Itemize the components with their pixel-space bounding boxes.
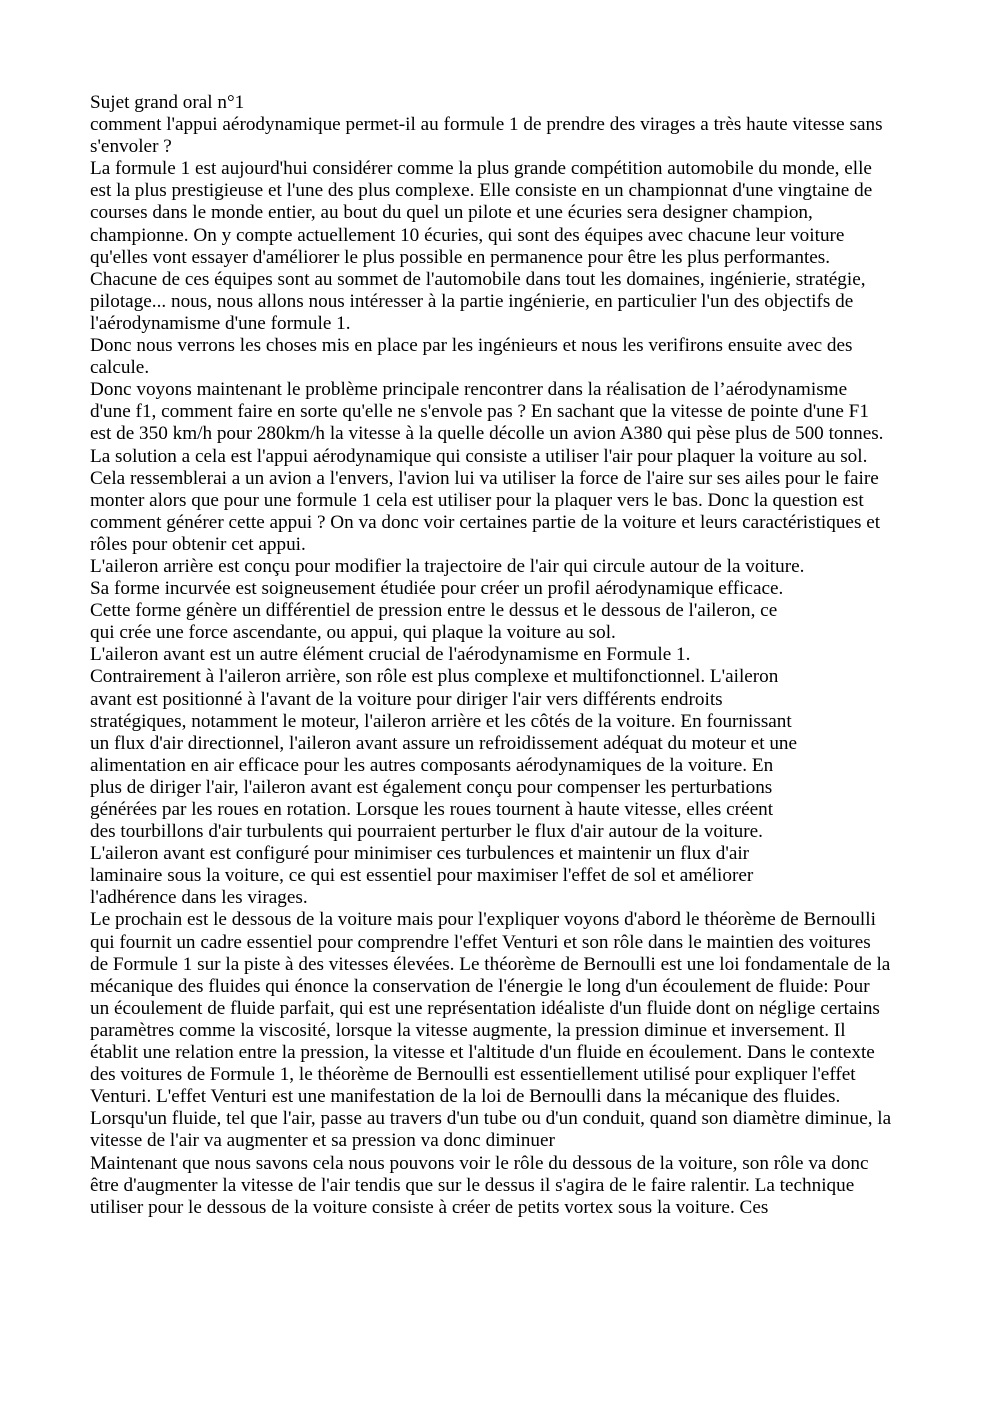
document-paragraph-question: comment l'appui aérodynamique permet-il au formule 1 de prendre des virages a très haute vitesse sans s'envoler ?	[90, 114, 888, 158]
document-paragraph-aileron-avant-11: laminaire sous la voiture, ce qui est essentiel pour maximiser l'effet de sol et améliorer	[90, 865, 754, 887]
document-paragraph-aileron-arriere-4: qui crée une force ascendante, ou appui, qui plaque la voiture au sol.	[90, 622, 616, 644]
document-text-body	[90, 92, 896, 1219]
document-paragraph-dessous-voiture: Maintenant que nous savons cela nous pouvons voir le rôle du dessous de la voiture, son rôle va donc être d'augmenter la vitesse de l'air tendis que sur le dessus il s'agira de le faire ralentir. La technique utiliser pour le dessous de la voiture consiste à créer de petits vortex sous la voiture. Ces	[90, 1152, 874, 1218]
document-paragraph-heading: Sujet grand oral n°1	[90, 92, 245, 113]
document-paragraph-aileron-avant-3: avant est positionné à l'avant de la voiture pour diriger l'air vers différents endroits	[90, 688, 723, 710]
document-paragraph-intro-f1: La formule 1 est aujourd'hui considérer comme la plus grande compétition automobile du monde, elle est la plus prestigieuse et l'une des plus complexe. Elle consiste en un championnat d'une vingtaine de courses dans le monde entier, au bout du quel un pilote et une écuries sera designer champion, championne. On y compte actuellement 10 écuries, qui sont des équipes avec chacune leur voiture qu'elles vont essayer d'améliorer le plus possible en permanence pour être les plus performantes. Chacune de ces équipes sont au sommet de l'automobile dans tout les domaines, ingénierie, stratégie, pilotage... nous, nous allons nous intéresser à la partie ingénierie, en particulier l'un des objectifs de l'aérodynamisme d'une formule 1.	[90, 158, 878, 334]
document-paragraph-aileron-arriere-2: Sa forme incurvée est soigneusement étudiée pour créer un profil aérodynamique efficace.	[90, 578, 784, 600]
document-paragraph-aileron-avant-12: l'adhérence dans les virages.	[90, 887, 308, 909]
document-paragraph-aileron-avant-5: un flux d'air directionnel, l'aileron avant assure un refroidissement adéquat du moteur et une	[90, 732, 798, 754]
document-paragraph-aileron-arriere-3: Cette forme génère un différentiel de pression entre le dessus et le dessous de l'aileron, ce	[90, 600, 778, 622]
document-paragraph-probleme-principal: Donc voyons maintenant le problème principale rencontrer dans la réalisation de l’aérodynamisme d'une f1, comment faire en sorte qu'elle ne s'envole pas ? En sachant que la vitesse de pointe d'une F1 est de 350 km/h pour 280km/h la vitesse à la quelle décolle un avion A380 qui pèse plus de 500 tonnes. La solution a cela est l'appui aérodynamique qui consiste a utiliser l'air pour plaquer la voiture au sol. Cela ressemblerai a un avion a l'envers, l'avion lui va utiliser la force de l'aire sur ses ailes pour le faire monter alors que pour une formule 1 cela est utiliser pour la plaquer vers le bas. Donc la question est comment générer cette appui ? On va donc voir certaines partie de la voiture et leurs caractéristiques et rôles pour obtenir cet appui.	[90, 379, 889, 555]
document-paragraph-plan: Donc nous verrons les choses mis en place par les ingénieurs et nous les verifirons ensuite avec des calcule.	[90, 335, 858, 379]
document-paragraph-bernoulli: Le prochain est le dessous de la voiture mais pour l'expliquer voyons d'abord le théorème de Bernoulli qui fournit un cadre essentiel pour comprendre l'effet Venturi et son rôle dans le maintien des voitures de Formule 1 sur la piste à des vitesses élevées. Le théorème de Bernoulli est une loi fondamentale de la mécanique des fluides qui énonce la conservation de l'énergie le long d'un écoulement de fluide: Pour un écoulement de fluide parfait, qui est une représentation idéaliste d'un fluide dont on néglige certains paramètres comme la viscosité, lorsque la vitesse augmente, la pression diminue et inversement. Il établit une relation entre la pression, la vitesse et l'altitude d'un fluide en écoulement. Dans le contexte des voitures de Formule 1, le théorème de Bernoulli est essentiellement utilisé pour expliquer l'effet Venturi. L'effet Venturi est une manifestation de la loi de Bernoulli dans la mécanique des fluides. Lorsqu'un fluide, tel que l'air, passe au travers d'un tube ou d'un conduit, quand son diamètre diminue, la vitesse de l'air va augmenter et sa pression va donc diminuer	[90, 909, 896, 1152]
document-paragraph-aileron-avant-7: plus de diriger l'air, l'aileron avant est également conçu pour compenser les perturbations	[90, 776, 773, 798]
document-paragraph-aileron-avant-8: générées par les roues en rotation. Lorsque les roues tournent à haute vitesse, elles créent	[90, 799, 774, 820]
document-paragraph-aileron-arriere-1: L'aileron arrière est conçu pour modifier la trajectoire de l'air qui circule autour de la voiture.	[90, 555, 805, 577]
document-paragraph-aileron-avant-1: L'aileron avant est un autre élément crucial de l'aérodynamisme en Formule 1.	[90, 644, 691, 666]
document-paragraph-aileron-avant-4: stratégiques, notamment le moteur, l'aileron arrière et les côtés de la voiture. En fournissant	[90, 710, 792, 732]
document-paragraph-aileron-avant-9: des tourbillons d'air turbulents qui pourraient perturber le flux d'air autour de la voiture.	[90, 821, 763, 843]
document-paragraph-aileron-avant-10: L'aileron avant est configuré pour minimiser ces turbulences et maintenir un flux d'air	[90, 843, 750, 865]
document-paragraph-aileron-avant-6: alimentation en air efficace pour les autres composants aérodynamiques de la voiture. En	[90, 754, 774, 776]
document-paragraph-aileron-avant-2: Contrairement à l'aileron arrière, son rôle est plus complexe et multifonctionnel. L'aileron	[90, 666, 779, 688]
